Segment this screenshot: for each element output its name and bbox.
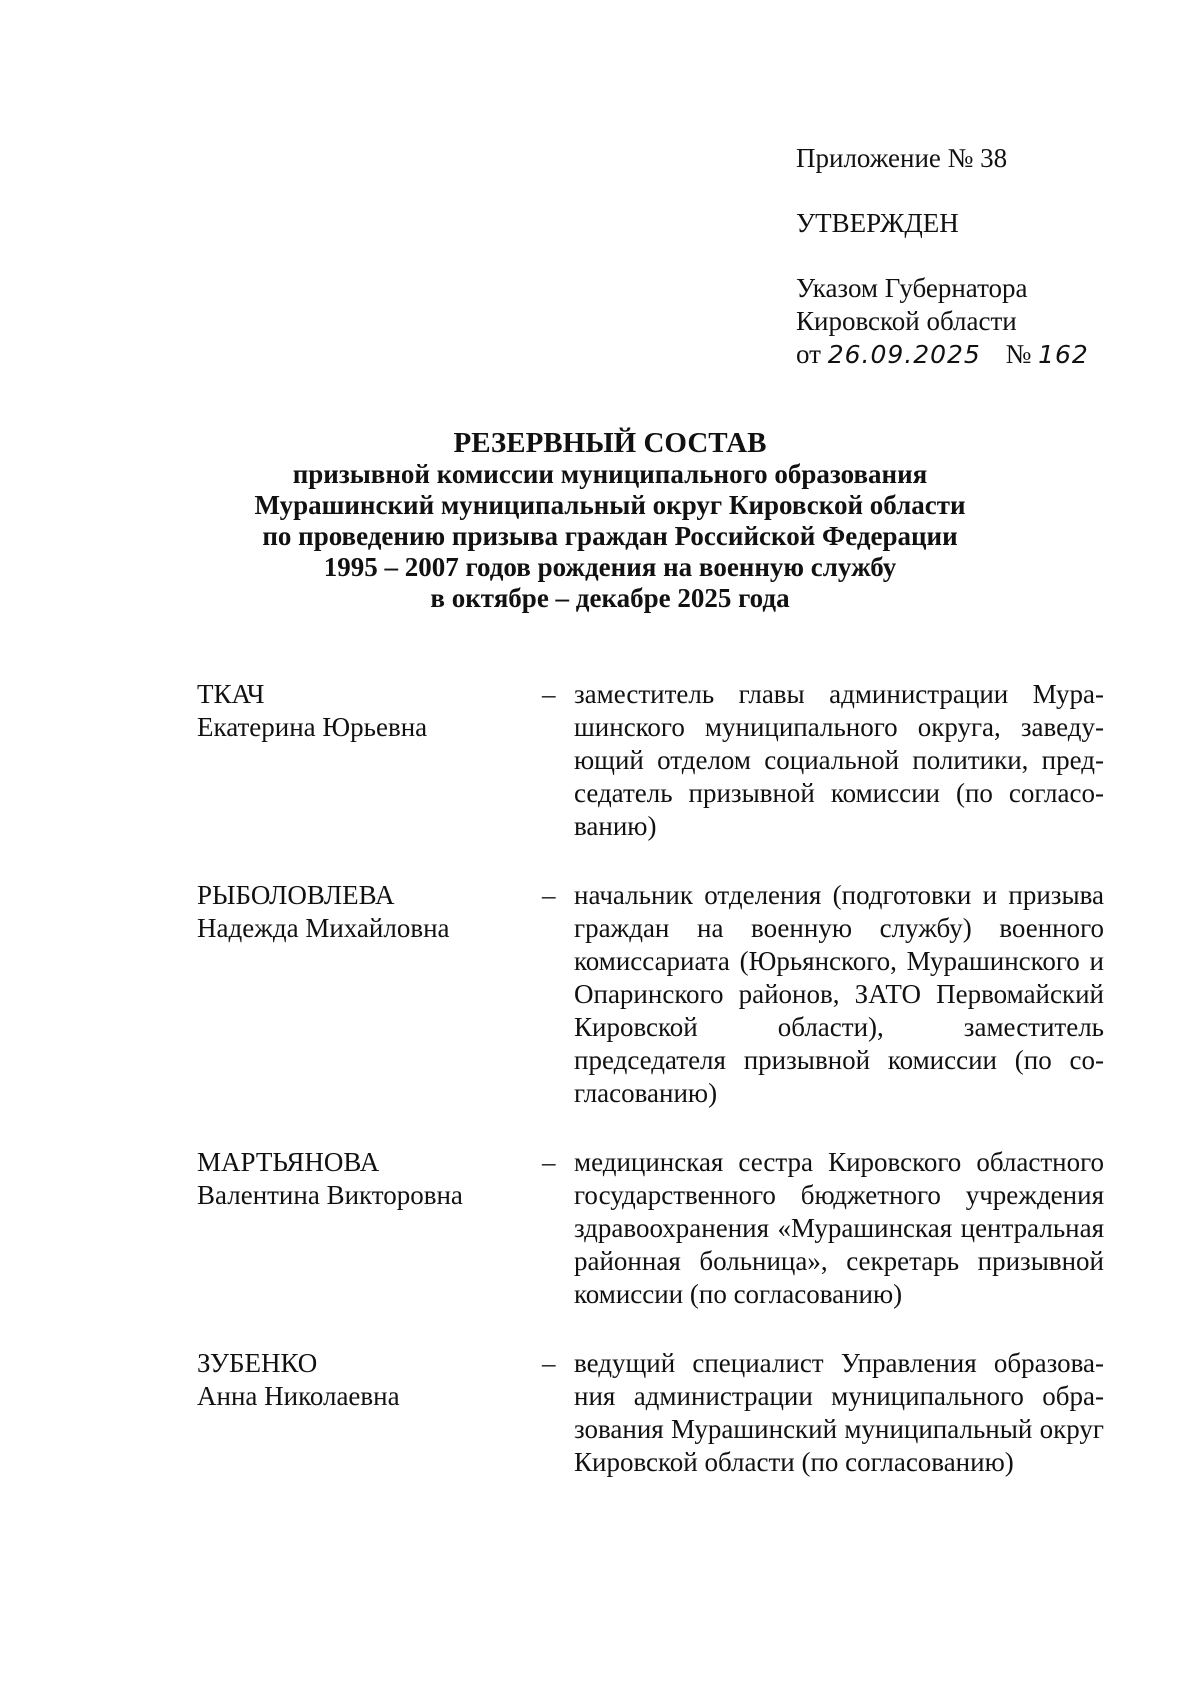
- handwritten-date: 26.09.2025: [827, 340, 981, 369]
- member-surname: РЫБОЛОВЛЕВА: [197, 880, 395, 910]
- member-entry: [197, 678, 1117, 843]
- title-line-1: призывной комиссии муниципального образования: [292, 459, 928, 489]
- member-role: начальник отделения (подготовки и призыва граждан на военную службу) военного комиссариата (Юрьянского, Мурашинского и Опаринского районов, ЗАТО Первомайский Кировской области), заместитель председателя призывной комиссии (по согласованию): [574, 880, 1104, 1108]
- member-dash: –: [542, 679, 556, 709]
- member-role: медицинская сестра Кировского областного государственного бюджетного учреждения здравоохранения «Мурашинская центральная районная больница», секретарь призывной комиссии (по согласованию): [574, 1147, 1104, 1309]
- decree-reference: [796, 272, 1126, 371]
- member-person: [197, 678, 542, 843]
- member-person: [197, 879, 542, 1110]
- member-name: Валентина Викторовна: [197, 1180, 463, 1210]
- title-line-3: по проведению призыва граждан Российской Федерации: [262, 521, 958, 551]
- member-surname: ЗУБЕНКО: [197, 1348, 318, 1378]
- member-entry: [197, 879, 1117, 1110]
- number-sign: №: [1005, 339, 1032, 369]
- approved-label: УТВЕРЖДЕН: [796, 208, 959, 238]
- member-person: [197, 1347, 542, 1479]
- member-role: заместитель главы администрации Мурашинского муниципального округа, заведующий отделом социальной политики, председатель призывной комиссии (по согласованию): [574, 679, 1104, 841]
- date-prefix: от: [796, 339, 821, 369]
- member-person: [197, 1146, 542, 1311]
- appendix-number: Приложение № 38: [796, 143, 1008, 173]
- member-role: ведущий специалист Управления образования администрации муниципального образования Мурашинский муниципальный округ Кировской области (по согласованию): [574, 1348, 1104, 1477]
- decree-line-2: Кировской области: [796, 306, 1017, 336]
- member-dash: –: [542, 1348, 556, 1378]
- member-entry: [197, 1146, 1117, 1311]
- member-name: Анна Николаевна: [197, 1381, 400, 1411]
- member-name: Екатерина Юрьевна: [197, 712, 428, 742]
- decree-line-1: Указом Губернатора: [796, 273, 1028, 303]
- member-surname: ТКАЧ: [197, 679, 265, 709]
- title-line-4: 1995 – 2007 годов рождения на военную службу: [323, 552, 897, 582]
- member-surname: МАРТЬЯНОВА: [197, 1147, 380, 1177]
- title-line-2: Мурашинский муниципальный округ Кировской области: [254, 490, 966, 520]
- members-list: [197, 678, 1117, 1479]
- member-entry: [197, 1347, 1117, 1479]
- approval-stamp-block: [796, 142, 1126, 371]
- title-main: РЕЗЕРВНЫЙ СОСТАВ: [453, 427, 767, 459]
- member-name: Надежда Михайловна: [197, 913, 450, 943]
- decree-date-line: [796, 338, 1126, 371]
- document-title: [160, 428, 1060, 614]
- member-dash: –: [542, 880, 556, 910]
- title-line-5: в октябре – декабре 2025 года: [430, 583, 790, 613]
- member-dash: –: [542, 1147, 556, 1177]
- handwritten-number: 162: [1038, 340, 1089, 369]
